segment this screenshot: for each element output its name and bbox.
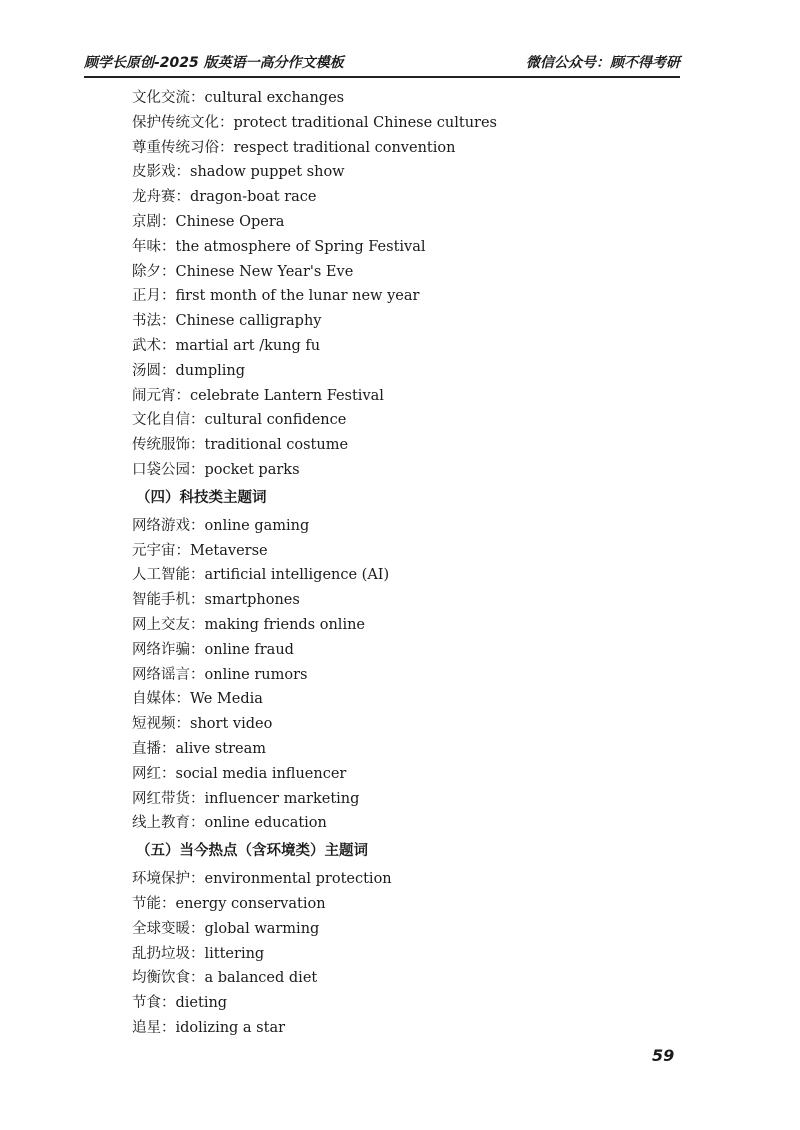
term-separator: ：: [161, 213, 176, 230]
term-chinese: 线上教育: [132, 815, 190, 832]
term-row: [132, 1016, 692, 1041]
term-row: [132, 638, 692, 663]
term-separator: ：: [190, 920, 205, 937]
term-english: online gaming: [204, 517, 310, 534]
term-chinese: 人工智能: [132, 567, 190, 584]
term-english: idolizing a star: [175, 1019, 286, 1036]
term-chinese: 均衡饮食: [132, 970, 190, 987]
running-header: [84, 44, 680, 78]
term-row: [132, 160, 692, 185]
term-separator: ：: [161, 362, 176, 379]
term-english: environmental protection: [204, 871, 392, 888]
term-chinese: 节食: [132, 995, 161, 1012]
term-english: a balanced diet: [204, 970, 318, 987]
term-separator: ：: [161, 1019, 176, 1036]
term-row: [132, 942, 692, 967]
term-english: shadow puppet show: [190, 164, 345, 181]
term-chinese: 直播: [132, 740, 161, 757]
term-row: [132, 588, 692, 613]
term-row: [132, 433, 692, 458]
term-row: [132, 991, 692, 1016]
term-english: cultural exchanges: [204, 90, 345, 106]
term-chinese: 网络游戏: [132, 517, 190, 534]
term-separator: ：: [190, 666, 205, 683]
term-separator: ：: [219, 114, 234, 131]
term-separator: ：: [161, 313, 176, 330]
term-english: energy conservation: [175, 895, 326, 912]
page-number: 59: [652, 1046, 675, 1065]
term-separator: ：: [190, 90, 205, 106]
term-chinese: 网上交友: [132, 616, 190, 633]
section-heading: （五）当今热点（含环境类）主题词: [136, 843, 368, 860]
term-chinese: 文化交流: [132, 90, 190, 106]
term-row: [132, 811, 692, 836]
term-english: martial art /kung fu: [175, 337, 321, 354]
term-row: [132, 762, 692, 787]
term-english: first month of the lunar new year: [175, 288, 420, 305]
term-separator: ：: [161, 288, 176, 305]
term-separator: ：: [190, 871, 205, 888]
term-english: online rumors: [204, 666, 308, 683]
term-chinese: 除夕: [132, 263, 161, 280]
term-chinese: 网络诈骗: [132, 641, 190, 658]
term-separator: ：: [190, 970, 205, 987]
term-english: short video: [190, 716, 273, 733]
term-row: [132, 514, 692, 539]
header-title: 顾学长原创-2025 版英语一高分作文模板: [84, 55, 344, 71]
term-english: Metaverse: [190, 542, 268, 559]
term-separator: ：: [175, 164, 190, 181]
term-separator: ：: [175, 189, 190, 206]
term-chinese: 正月: [132, 288, 161, 305]
term-separator: ：: [190, 641, 205, 658]
term-separator: ：: [190, 437, 205, 454]
term-separator: ：: [175, 716, 190, 733]
term-separator: ：: [161, 238, 176, 255]
term-english: artificial intelligence (AI): [204, 567, 390, 584]
vocabulary-list: [132, 86, 692, 1041]
term-row: [132, 539, 692, 564]
term-chinese: 书法: [132, 313, 161, 330]
term-separator: ：: [190, 412, 205, 429]
term-english: making friends online: [204, 616, 365, 633]
term-english: online fraud: [204, 641, 294, 658]
term-chinese: 网红: [132, 765, 161, 782]
term-chinese: 自媒体: [132, 691, 176, 708]
term-chinese: 闹元宵: [132, 387, 176, 404]
term-row: [132, 384, 692, 409]
term-separator: ：: [161, 765, 176, 782]
term-english: respect traditional convention: [233, 139, 456, 156]
term-english: littering: [204, 945, 265, 962]
term-row: [132, 613, 692, 638]
term-chinese: 汤圆: [132, 362, 161, 379]
term-separator: ：: [175, 387, 190, 404]
term-english: the atmosphere of Spring Festival: [175, 238, 426, 255]
term-english: We Media: [190, 691, 263, 708]
term-chinese: 短视频: [132, 716, 176, 733]
term-row: [132, 284, 692, 309]
section-heading: （四）科技类主题词: [136, 489, 267, 506]
term-row: [132, 136, 692, 161]
term-row: [132, 563, 692, 588]
term-english: protect traditional Chinese cultures: [233, 114, 497, 131]
term-chinese: 追星: [132, 1019, 161, 1036]
term-chinese: 网红带货: [132, 790, 190, 807]
term-chinese: 龙舟赛: [132, 189, 176, 206]
term-row: [132, 663, 692, 688]
term-chinese: 乱扔垃圾: [132, 945, 190, 962]
term-chinese: 全球变暖: [132, 920, 190, 937]
term-separator: ：: [219, 139, 234, 156]
term-english: social media influencer: [175, 765, 347, 782]
term-english: Chinese calligraphy: [175, 313, 322, 330]
term-separator: ：: [161, 337, 176, 354]
term-row: [132, 408, 692, 433]
term-chinese: 传统服饰: [132, 437, 190, 454]
term-english: pocket parks: [204, 461, 300, 478]
term-separator: ：: [190, 517, 205, 534]
term-chinese: 文化自信: [132, 412, 190, 429]
header-wechat-account: 微信公众号：顾不得考研: [526, 55, 680, 71]
term-english: alive stream: [175, 740, 266, 757]
term-chinese: 武术: [132, 337, 161, 354]
term-chinese: 元宇宙: [132, 542, 176, 559]
term-row: [132, 737, 692, 762]
term-separator: ：: [175, 542, 190, 559]
term-separator: ：: [190, 945, 205, 962]
term-english: dumpling: [175, 362, 246, 379]
term-english: influencer marketing: [204, 790, 360, 807]
term-row: [132, 235, 692, 260]
term-row: [132, 111, 692, 136]
term-separator: ：: [190, 815, 205, 832]
term-english: Chinese Opera: [175, 213, 285, 230]
term-english: online education: [204, 815, 327, 832]
term-separator: ：: [175, 691, 190, 708]
term-english: cultural confidence: [204, 412, 347, 429]
term-row: [132, 185, 692, 210]
term-english: Chinese New Year's Eve: [175, 263, 354, 280]
term-separator: ：: [161, 895, 176, 912]
term-english: traditional costume: [204, 437, 349, 454]
term-row: [132, 867, 692, 892]
term-row: [132, 712, 692, 737]
term-row: [132, 917, 692, 942]
term-separator: ：: [190, 461, 205, 478]
term-separator: ：: [190, 616, 205, 633]
term-chinese: 智能手机: [132, 592, 190, 609]
term-english: celebrate Lantern Festival: [190, 387, 384, 404]
term-separator: ：: [190, 567, 205, 584]
term-row: [132, 892, 692, 917]
term-separator: ：: [161, 740, 176, 757]
term-row: [132, 966, 692, 991]
term-english: smartphones: [204, 592, 300, 609]
term-chinese: 节能: [132, 895, 161, 912]
term-row: [132, 210, 692, 235]
term-separator: ：: [161, 995, 176, 1012]
term-row: [132, 458, 692, 483]
term-row: [132, 260, 692, 285]
term-chinese: 年味: [132, 238, 161, 255]
term-row: [132, 787, 692, 812]
term-english: global warming: [204, 920, 320, 937]
term-chinese: 口袋公园: [132, 461, 190, 478]
term-row: [132, 359, 692, 384]
term-chinese: 京剧: [132, 213, 161, 230]
term-separator: ：: [190, 790, 205, 807]
term-row: [132, 86, 692, 111]
term-chinese: 保护传统文化: [132, 114, 219, 131]
term-chinese: 环境保护: [132, 871, 190, 888]
term-english: dieting: [175, 995, 228, 1012]
term-chinese: 尊重传统习俗: [132, 139, 219, 156]
term-row: [132, 309, 692, 334]
term-separator: ：: [161, 263, 176, 280]
term-english: dragon-boat race: [190, 189, 317, 206]
term-separator: ：: [190, 592, 205, 609]
term-row: [132, 334, 692, 359]
term-chinese: 网络谣言: [132, 666, 190, 683]
term-chinese: 皮影戏: [132, 164, 176, 181]
term-row: [132, 687, 692, 712]
